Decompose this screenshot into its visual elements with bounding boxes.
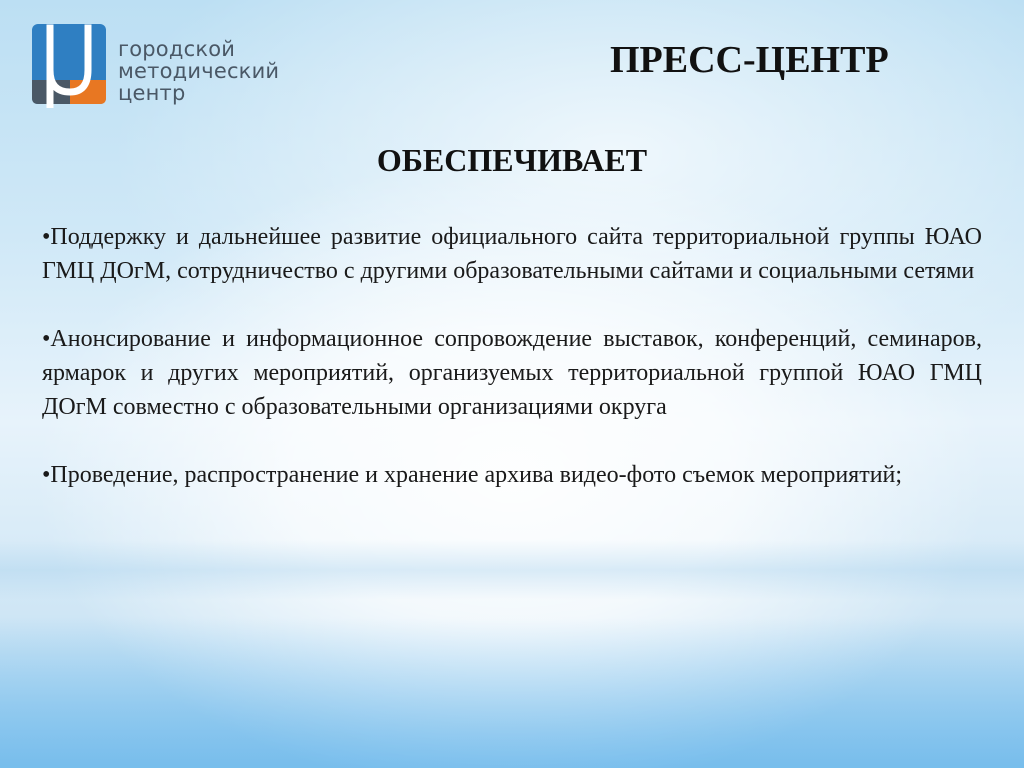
background-band bbox=[0, 540, 1024, 600]
list-item bbox=[42, 322, 982, 424]
bullet-text: Анонсирование и информационное сопровождение выставок, конференций, семинаров, ярмарок и других мероприятий, организуемых территориальной группой ЮАО ГМЦ ДОгМ совместно с образовательными организациями округа bbox=[42, 326, 982, 420]
logo-line-3: центр bbox=[118, 81, 186, 105]
bullet-marker: • bbox=[42, 462, 51, 488]
bullet-marker: • bbox=[42, 224, 51, 250]
logo-line-1: городской bbox=[118, 37, 236, 61]
logo-wordmark bbox=[118, 38, 279, 104]
page-title: ПРЕСС-ЦЕНТР bbox=[610, 39, 889, 81]
list-item bbox=[42, 220, 982, 288]
background-bottom-glow bbox=[0, 618, 1024, 768]
organization-logo bbox=[30, 20, 320, 115]
bullet-marker: • bbox=[42, 326, 51, 352]
section-heading: ОБЕСПЕЧИВАЕТ bbox=[376, 142, 648, 178]
bullet-list bbox=[42, 220, 982, 526]
bullet-text: Поддержку и дальнейшее развитие официального сайта территориальной группы ЮАО ГМЦ ДОгМ, сотрудничество с другими образовательными сайтами и социальными сетями bbox=[42, 224, 982, 284]
bullet-text: Проведение, распространение и хранение архива видео-фото съемок мероприятий; bbox=[50, 462, 903, 488]
logo-line-2: методический bbox=[118, 59, 280, 83]
mu-logo-icon bbox=[30, 20, 110, 108]
list-item bbox=[42, 458, 982, 492]
